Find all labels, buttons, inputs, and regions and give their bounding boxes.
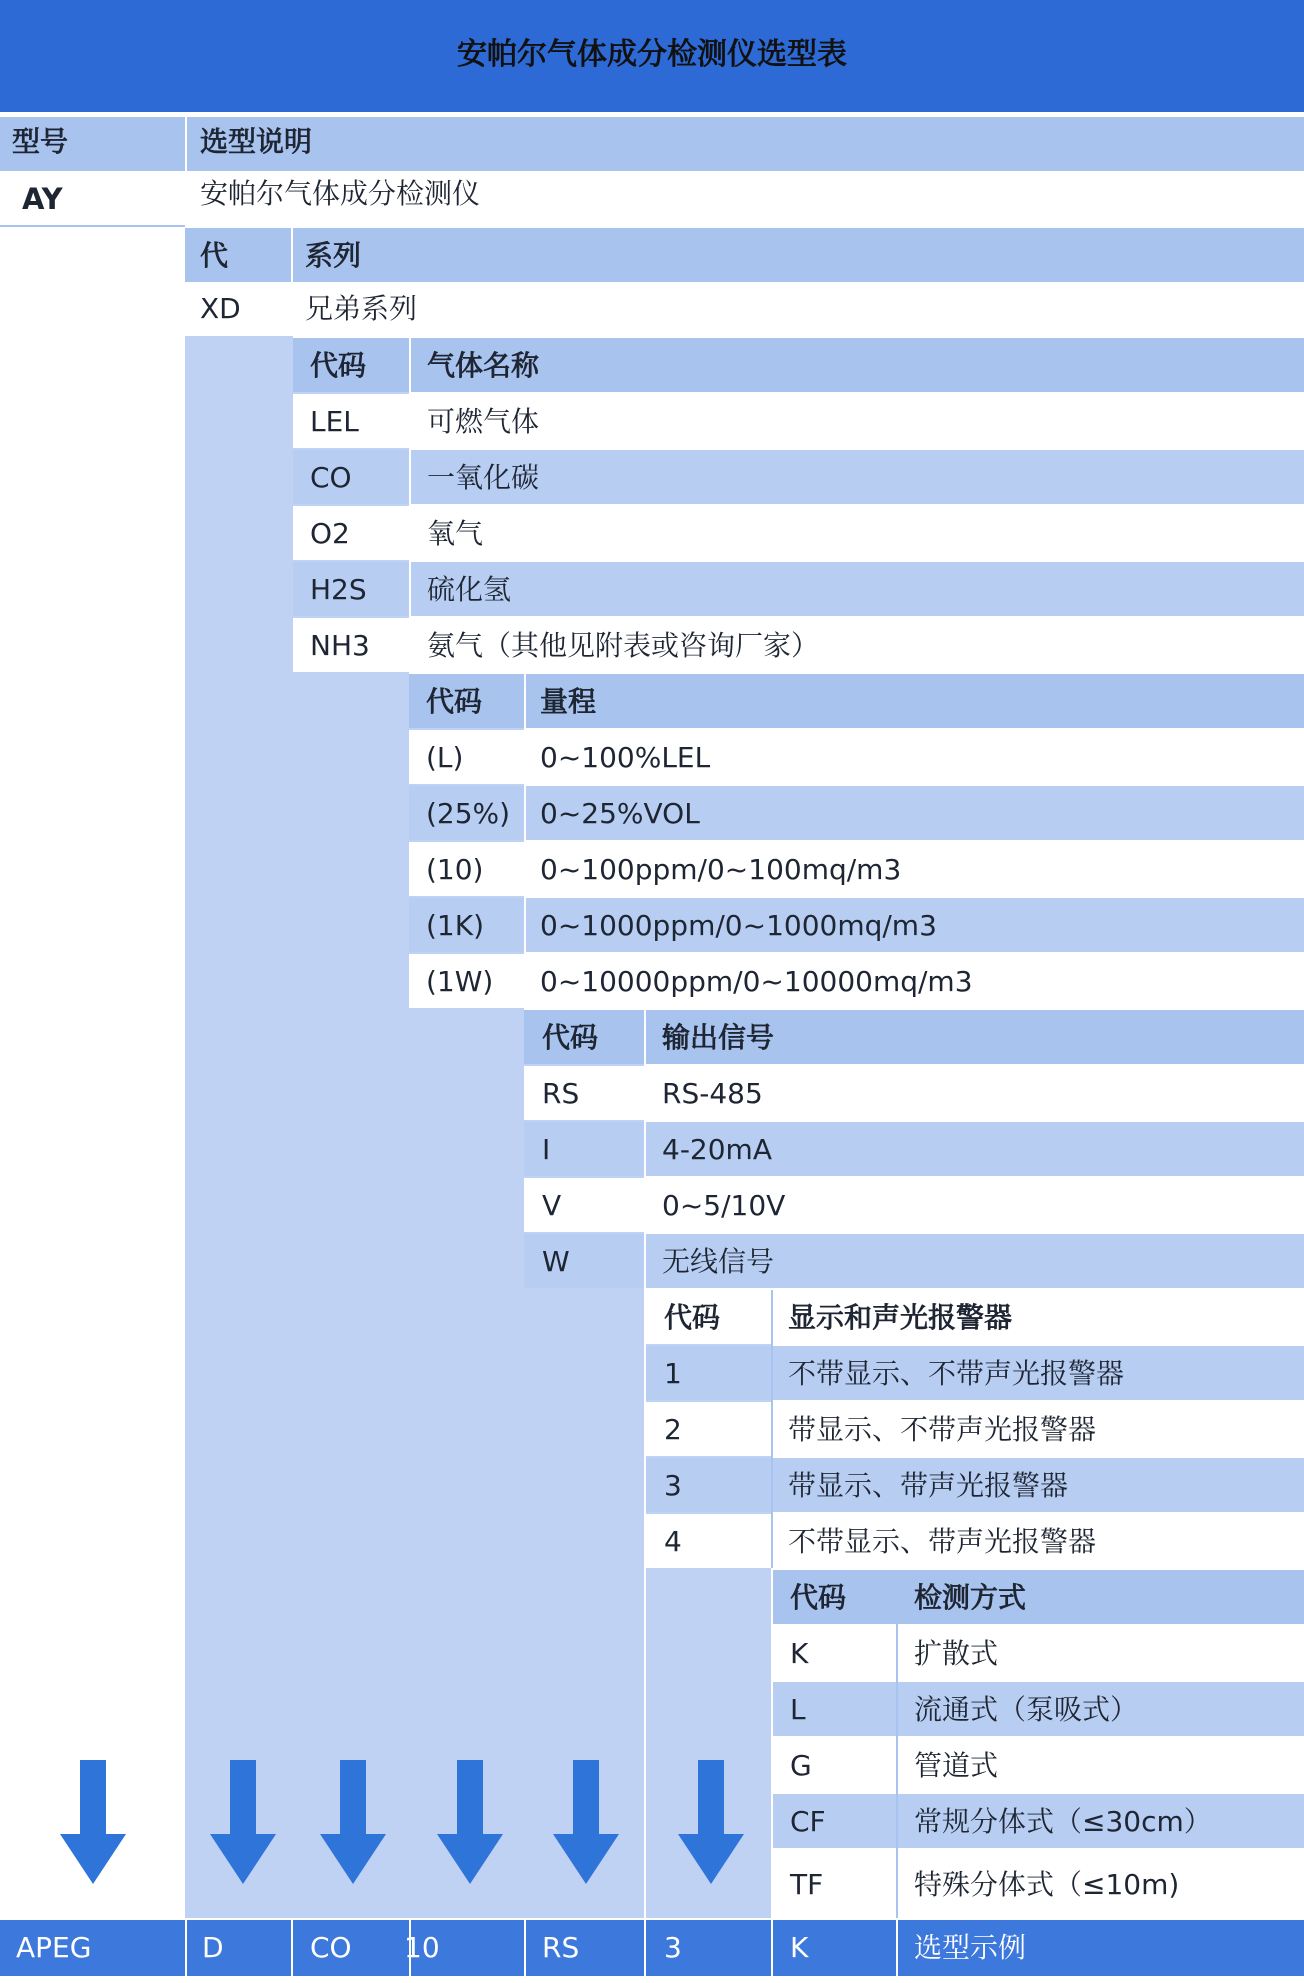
model-code: AY — [22, 182, 63, 216]
gas-code: CO — [310, 461, 352, 494]
output-col-desc: 输出信号 — [662, 1021, 775, 1054]
series-column-fill — [185, 228, 293, 1918]
output-desc: 0~5/10V — [662, 1189, 786, 1222]
display-desc: 带显示、带声光报警器 — [788, 1469, 1069, 1502]
model-row-rule — [0, 225, 185, 227]
model-col-desc: 选型说明 — [200, 125, 313, 158]
arrow-down-icon — [320, 1760, 386, 1884]
gas-col-code: 代码 — [310, 349, 367, 382]
series-col-code: 代 — [200, 239, 229, 272]
display-code: 2 — [664, 1413, 682, 1446]
detection-desc: 扩散式 — [914, 1637, 999, 1670]
series-col-desc: 系列 — [305, 239, 362, 272]
gas-desc: 氧气 — [427, 517, 484, 550]
output-desc: 4-20mA — [662, 1133, 772, 1166]
gas-desc: 一氧化碳 — [427, 461, 540, 494]
display-desc: 不带显示、带声光报警器 — [788, 1525, 1097, 1558]
range-desc: 0~25%VOL — [540, 797, 700, 830]
output-desc: 无线信号 — [662, 1245, 775, 1278]
output-code: W — [542, 1245, 570, 1278]
detection-code: G — [790, 1749, 812, 1782]
gas-code: O2 — [310, 517, 350, 550]
detection-col-code: 代码 — [790, 1581, 847, 1614]
gas-col-desc: 气体名称 — [427, 349, 540, 382]
output-col-code: 代码 — [542, 1021, 599, 1054]
model-desc: 安帕尔气体成分检测仪 — [200, 177, 481, 210]
footer-cell: RS — [542, 1931, 580, 1964]
detection-code: TF — [790, 1868, 824, 1901]
arrow-down-icon — [210, 1760, 276, 1884]
gas-code: LEL — [310, 405, 359, 438]
model-col-code: 型号 — [12, 125, 69, 158]
range-code: (1W) — [426, 965, 494, 998]
model-header-band — [0, 117, 1304, 171]
detection-code: K — [790, 1637, 809, 1670]
display-col-code: 代码 — [664, 1301, 721, 1334]
range-col-code: 代码 — [426, 685, 483, 718]
detection-desc: 流通式（泵吸式） — [914, 1693, 1139, 1726]
range-desc: 0~100ppm/0~100mq/m3 — [540, 853, 902, 886]
range-desc: 0~10000ppm/0~10000mq/m3 — [540, 965, 973, 998]
arrow-down-icon — [60, 1760, 126, 1884]
output-code: RS — [542, 1077, 580, 1110]
detection-code: L — [790, 1693, 806, 1726]
display-desc: 不带显示、不带声光报警器 — [788, 1357, 1125, 1390]
display-code: 3 — [664, 1469, 682, 1502]
series-code: XD — [200, 292, 241, 325]
detection-desc: 常规分体式（≤30cm） — [914, 1805, 1212, 1838]
range-code: (25%) — [426, 797, 511, 830]
display-desc: 带显示、不带声光报警器 — [788, 1413, 1097, 1446]
footer-cell: D — [202, 1931, 224, 1964]
series-desc: 兄弟系列 — [305, 292, 418, 325]
detection-header-band — [773, 1570, 1304, 1624]
arrow-down-icon — [553, 1760, 619, 1884]
range-desc: 0~1000ppm/0~1000mq/m3 — [540, 909, 937, 942]
footer-cell: APEG — [16, 1931, 92, 1964]
output-code: I — [542, 1133, 551, 1166]
gas-desc: 氨气（其他见附表或咨询厂家） — [427, 629, 820, 662]
gas-desc: 硫化氢 — [427, 573, 512, 606]
footer-band — [0, 1920, 1304, 1976]
footer-cell: CO — [310, 1931, 352, 1964]
output-code: V — [542, 1189, 562, 1222]
footer-cell: 3 — [664, 1931, 682, 1964]
output-desc: RS-485 — [662, 1077, 763, 1110]
arrow-down-icon — [437, 1760, 503, 1884]
range-col-desc: 量程 — [540, 685, 597, 718]
detection-col-desc: 检测方式 — [914, 1581, 1027, 1614]
range-code: (1K) — [426, 909, 485, 942]
display-col-desc: 显示和声光报警器 — [788, 1301, 1013, 1334]
page-title: 安帕尔气体成分检测仪选型表 — [457, 37, 847, 72]
range-desc: 0~100%LEL — [540, 741, 711, 774]
footer-cell: 10 — [404, 1931, 440, 1964]
detection-code: CF — [790, 1805, 826, 1838]
footer-cell: K — [790, 1931, 809, 1964]
range-code: (10) — [426, 853, 484, 886]
range-code: (L) — [426, 741, 464, 774]
gas-desc: 可燃气体 — [427, 405, 540, 438]
arrow-down-icon — [678, 1760, 744, 1884]
footer-cell: 选型示例 — [914, 1931, 1027, 1964]
gas-code: NH3 — [310, 629, 370, 662]
detection-desc: 特殊分体式（≤10m) — [914, 1868, 1180, 1901]
display-code: 4 — [664, 1525, 682, 1558]
detection-desc: 管道式 — [914, 1749, 999, 1782]
display-code: 1 — [664, 1357, 682, 1390]
gas-code: H2S — [310, 573, 367, 606]
output-header-band — [524, 1010, 1304, 1064]
